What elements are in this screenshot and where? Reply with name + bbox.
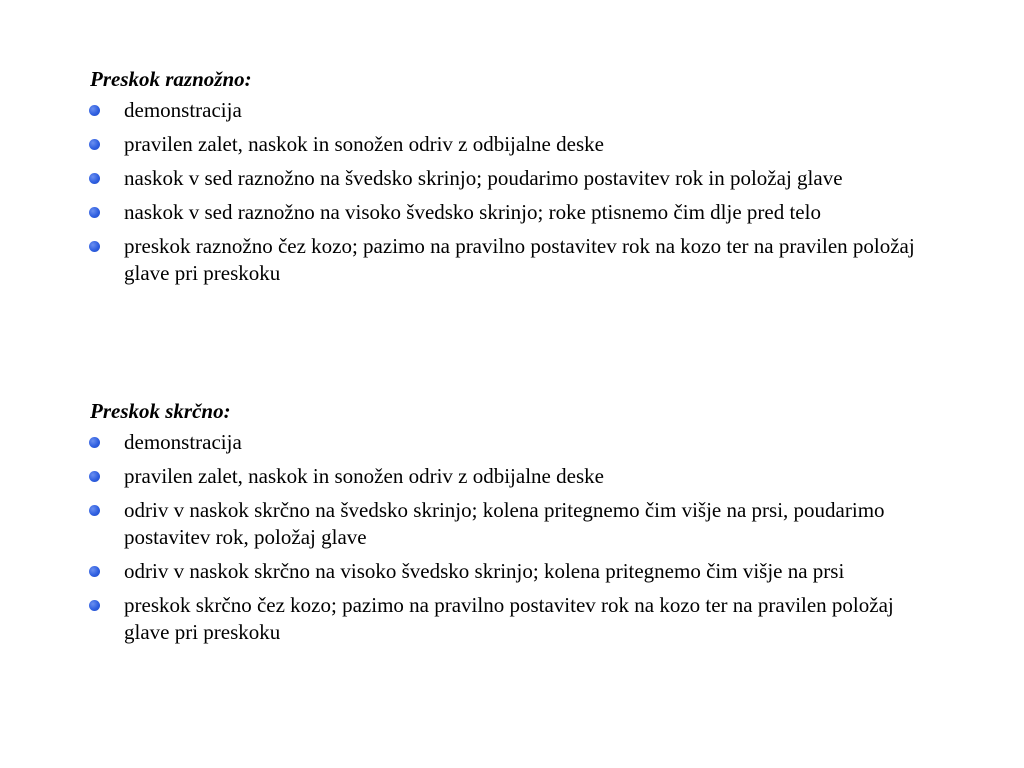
list-item [0,429,944,456]
section-preskok-raznozno [0,66,1024,294]
list-item-text: pravilen zalet, naskok in sonožen odriv z odbijalne deske [124,132,604,156]
list-item-text: odriv v naskok skrčno na švedsko skrinjo; kolena pritegnemo čim višje na prsi, poudarimo postavitev rok, položaj glave [124,498,885,549]
list-item [0,463,944,490]
bullet-icon [89,139,100,150]
bullet-icon [89,471,100,482]
list-item [0,97,944,124]
section-heading: Preskok skrčno: [90,399,231,423]
list-item [0,592,944,646]
list-item [0,558,944,585]
list-item [0,497,944,551]
bullet-icon [89,600,100,611]
list-item-text: odriv v naskok skrčno na visoko švedsko skrinjo; kolena pritegnemo čim višje na prsi [124,559,845,583]
bullet-icon [89,566,100,577]
bullet-list [0,97,1024,287]
list-item [0,199,944,226]
bullet-icon [89,241,100,252]
bullet-icon [89,437,100,448]
bullet-icon [89,105,100,116]
bullet-icon [89,173,100,184]
list-item-text: demonstracija [124,98,242,122]
list-item-text: naskok v sed raznožno na švedsko skrinjo; poudarimo postavitev rok in položaj glave [124,166,843,190]
list-item-text: demonstracija [124,430,242,454]
list-item-text: preskok skrčno čez kozo; pazimo na pravilno postavitev rok na kozo ter na pravilen položaj glave pri preskoku [124,593,894,644]
bullet-icon [89,505,100,516]
list-item-text: pravilen zalet, naskok in sonožen odriv z odbijalne deske [124,464,604,488]
list-item [0,131,944,158]
bullet-icon [89,207,100,218]
bullet-list [0,429,1024,646]
list-item-text: naskok v sed raznožno na visoko švedsko skrinjo; roke ptisnemo čim dlje pred telo [124,200,821,224]
section-heading: Preskok raznožno: [90,67,252,91]
list-item [0,165,944,192]
list-item [0,233,944,287]
list-item-text: preskok raznožno čez kozo; pazimo na pravilno postavitev rok na kozo ter na pravilen položaj glave pri preskoku [124,234,915,285]
section-preskok-skrcno [0,398,1024,653]
